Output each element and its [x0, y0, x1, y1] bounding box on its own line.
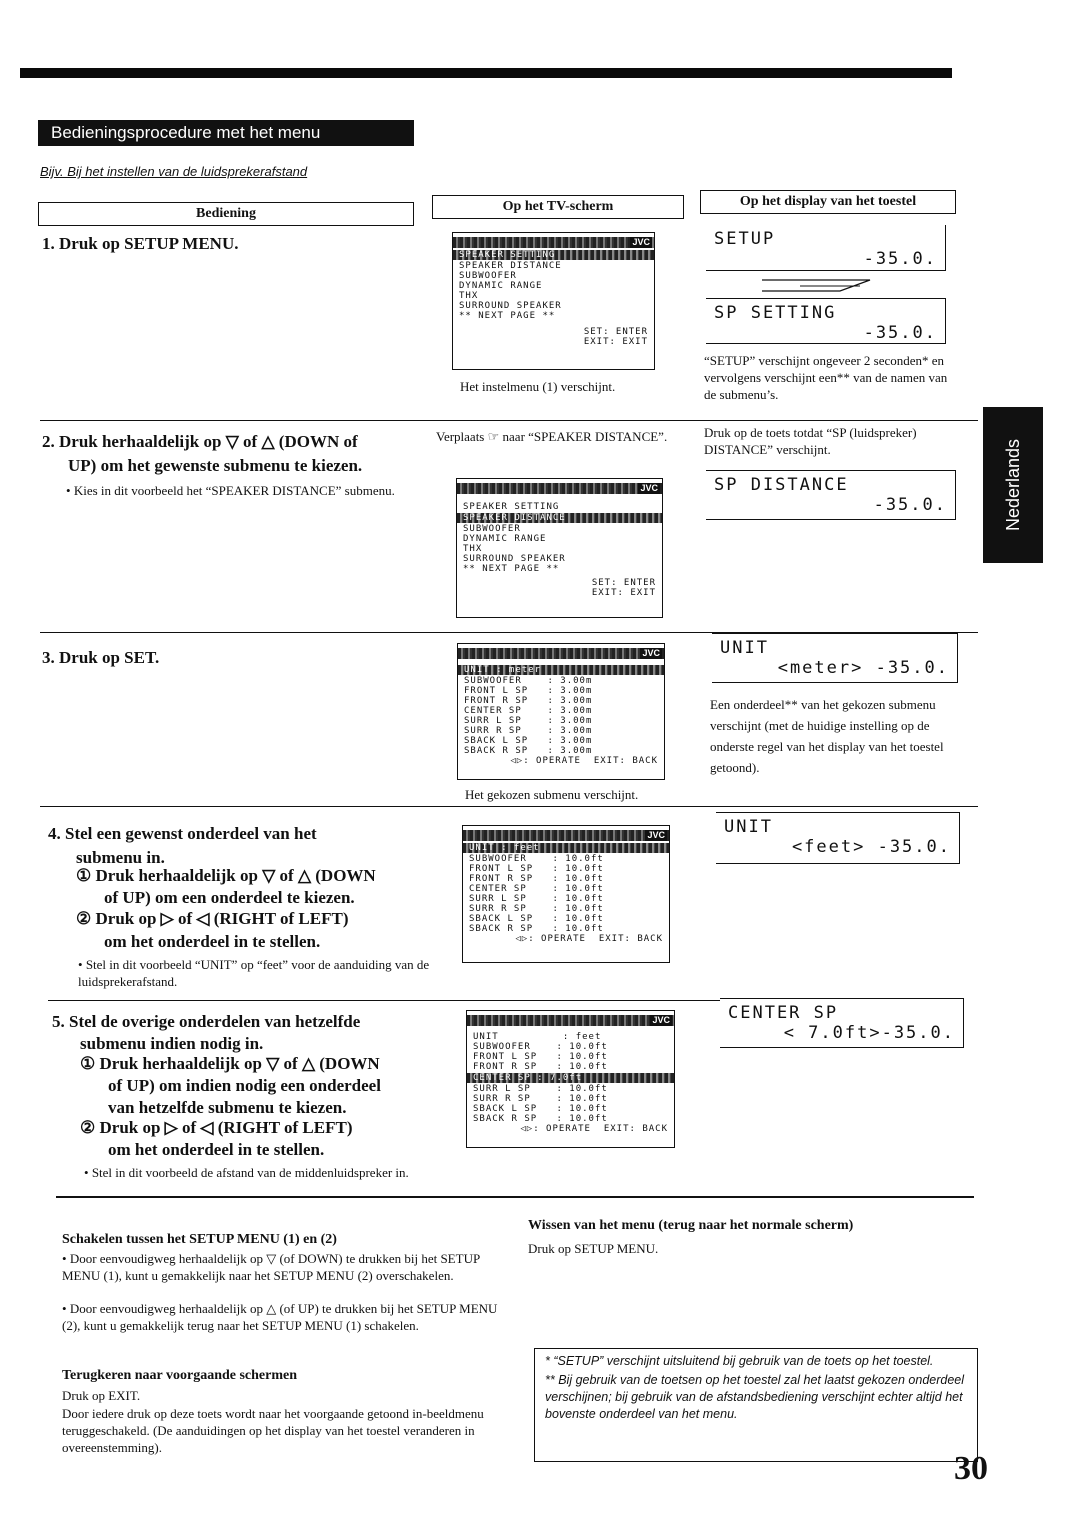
step2-display	[706, 470, 956, 520]
tv-row: SBACK L SP : 3.00m	[464, 736, 593, 746]
top-rule	[20, 68, 952, 78]
step5-sub2-line1: ② Druk op ▷ of ◁ (RIGHT of LEFT)	[80, 1118, 353, 1137]
step3-tv-caption: Het gekozen submenu verschijnt.	[465, 787, 639, 802]
step1-display-sp-setting	[706, 298, 946, 344]
clear-title: Wissen van het menu (terug naar het normale scherm)	[528, 1218, 854, 1233]
step4-sub1-line2: of UP) om een onderdeel te kiezen.	[104, 888, 355, 907]
display-line1: UNIT	[720, 638, 769, 658]
tv-selected-row: SPEAKER SETTING	[453, 250, 654, 260]
tv-row: CENTER SP : 10.0ft	[469, 884, 604, 894]
step4-sub2-line2: om het onderdeel in te stellen.	[104, 932, 321, 951]
display-line1: SETUP	[714, 229, 776, 249]
step1-title: 1. Druk op SETUP MENU.	[42, 234, 239, 253]
step2-tv-screen	[456, 478, 663, 618]
bullet-text: Door eenvoudigweg herhaaldelijk op ▽ (of DOWN) te drukken bij het SETUP MENU (1), kunt u gemakkelijk naar het SETUP MENU (2) overschakelen.	[62, 1251, 480, 1283]
step5-tv-screen	[466, 1010, 675, 1148]
tv-selected-row: CENTER SP : 7.0ft	[467, 1073, 674, 1083]
tv-footer: EXIT: EXIT	[591, 588, 656, 598]
step3-display	[712, 633, 958, 683]
footnote-box	[534, 1348, 978, 1462]
switch-bullet-2: • Door eenvoudigweg herhaaldelijk op △ (of UP) te drukken bij het SETUP MENU (2), kunt u gemakkelijk terug naar het SETUP MENU (1) schakelen.	[62, 1301, 498, 1333]
display-line2: <meter> -35.0.	[777, 658, 949, 678]
tv-selected-row: UNIT : meter	[458, 665, 664, 675]
tv-footer: SET: ENTER	[591, 578, 656, 588]
divider	[56, 1196, 974, 1198]
step4-sub1-line1: ① Druk herhaaldelijk op ▽ of △ (DOWN	[76, 866, 376, 885]
tv-row: SURROUND SPEAKER	[463, 554, 566, 564]
tv-row: SURR R SP : 10.0ft	[473, 1094, 608, 1104]
display-line1: UNIT	[724, 817, 773, 837]
tv-row: SBACK R SP : 10.0ft	[473, 1114, 608, 1124]
step5-bullet: • Stel in dit voorbeeld de afstand van de middenluidspreker in.	[84, 1165, 409, 1180]
tv-row: ** NEXT PAGE **	[459, 311, 556, 321]
footnote-1: * “SETUP” verschijnt uitsluitend bij gebruik van de toets op het toestel.	[545, 1354, 934, 1368]
step2-note: Druk op de toets totdat “SP (luidspreker) DISTANCE” verschijnt.	[704, 425, 917, 457]
tv-row: UNIT : feet	[473, 1032, 602, 1042]
tv-row: SURR L SP : 3.00m	[464, 716, 593, 726]
tv-row: SURR L SP : 10.0ft	[469, 894, 604, 904]
tv-row: CENTER SP : 3.00m	[464, 706, 593, 716]
header-tv-screen: Op het TV-scherm	[432, 195, 684, 219]
back-text-1: Druk op EXIT.	[62, 1388, 141, 1403]
tv-row: SUBWOOFER : 3.00m	[464, 676, 593, 686]
step4-tv-screen	[462, 825, 670, 963]
step5-sub2-line2: om het onderdeel in te stellen.	[108, 1140, 325, 1159]
tv-title-bar: JVC	[463, 830, 669, 841]
tv-title-bar: JVC	[453, 237, 654, 248]
step3-title: 3. Druk op SET.	[42, 648, 160, 667]
step2-bullet: • Kies in dit voorbeeld het “SPEAKER DISTANCE” submenu.	[66, 483, 395, 498]
back-text-2: Door iedere druk op deze toets wordt naar het voorgaande getoond in-beeldmenu teruggeschakeld. (De aanduidingen op het display van het toestel veranderen in overeenstemming).	[62, 1406, 484, 1455]
divider	[40, 420, 978, 421]
step1-display-setup	[706, 225, 946, 271]
tv-row: DYNAMIC RANGE	[463, 534, 547, 544]
tv-row: THX	[459, 291, 479, 301]
section-banner: Bedieningsprocedure met het menu	[38, 120, 414, 146]
clear-text: Druk op SETUP MENU.	[528, 1241, 659, 1256]
page-number: 30	[954, 1450, 988, 1487]
tv-footer: SET: ENTER	[583, 327, 648, 337]
step4-bullet: • Stel in dit voorbeeld “UNIT” op “feet” voor de aanduiding van de luidsprekerafstand.	[78, 957, 430, 989]
bullet-text: Door eenvoudigweg herhaaldelijk op △ (of UP) te drukken bij het SETUP MENU (2), kunt u gemakkelijk terug naar het SETUP MENU (1) schakelen.	[62, 1301, 498, 1333]
step2-title-line1: 2. Druk herhaaldelijk op ▽ of △ (DOWN of	[42, 432, 358, 451]
back-title: Terugkeren naar voorgaande schermen	[62, 1368, 298, 1383]
bullet-text: Stel in dit voorbeeld de afstand van de middenluidspreker in.	[91, 1165, 409, 1180]
divider	[40, 806, 978, 807]
tv-row: SBACK R SP : 3.00m	[464, 746, 593, 756]
footnote-2: ** Bij gebruik van de toetsen op het toestel zal het laatst gekozen onderdeel verschijnen; bij gebruik van de afstandsbediening verschijnt echter altijd het bovenste onderdeel van het menu.	[545, 1373, 965, 1421]
tv-row: SURROUND SPEAKER	[459, 301, 562, 311]
switch-bullet-1: • Door eenvoudigweg herhaaldelijk op ▽ (of DOWN) te drukken bij het SETUP MENU (1), kunt u gemakkelijk naar het SETUP MENU (2) overschakelen.	[62, 1251, 480, 1283]
tv-footer: ◁▷: OPERATE EXIT: BACK	[510, 756, 658, 766]
tv-title-bar: JVC	[467, 1015, 674, 1026]
step4-display	[716, 812, 960, 864]
tv-title-bar: JVC	[458, 648, 664, 659]
tv-row: SURR R SP : 3.00m	[464, 726, 593, 736]
tv-row: SUBWOOFER	[459, 271, 517, 281]
tv-row: FRONT R SP : 3.00m	[464, 696, 593, 706]
display-line2: < 7.0ft>-35.0.	[783, 1023, 955, 1043]
tv-selected-row: UNIT : feet	[463, 843, 669, 853]
step4-title-line2: submenu in.	[76, 848, 165, 867]
step5-sub1-line2: of UP) om indien nodig een onderdeel	[108, 1076, 381, 1095]
switch-title: Schakelen tussen het SETUP MENU (1) en (2)	[62, 1232, 337, 1247]
example-caption: Bijv. Bij het instellen van de luidsprekerafstand	[40, 164, 308, 179]
tv-selected-row: SPEAKER DISTANCE	[457, 513, 662, 523]
tv-title-bar: JVC	[457, 483, 662, 494]
step5-sub1-line3: van hetzelfde submenu te kiezen.	[108, 1098, 347, 1117]
display-line2: -35.0.	[873, 495, 947, 515]
arrow-down-icon	[760, 276, 880, 294]
step3-tv-screen	[457, 643, 665, 780]
step5-display	[720, 998, 964, 1048]
tv-row: FRONT L SP : 3.00m	[464, 686, 593, 696]
tv-row: SPEAKER DISTANCE	[459, 261, 562, 271]
header-bediening: Bediening	[38, 202, 414, 226]
tv-row: SBACK L SP : 10.0ft	[473, 1104, 608, 1114]
tv-row: SBACK R SP : 10.0ft	[469, 924, 604, 934]
tv-footer: ◁▷: OPERATE EXIT: BACK	[515, 934, 663, 944]
tv-row: THX	[463, 544, 483, 554]
bullet-text: Stel in dit voorbeeld “UNIT” op “feet” voor de aanduiding van de luidsprekerafstand.	[78, 957, 430, 989]
language-tab: Nederlands	[983, 407, 1043, 563]
tv-row: SURR R SP : 10.0ft	[469, 904, 604, 914]
step3-note: Een onderdeel** van het gekozen submenu verschijnt (met de huidige instelling op de onderste regel van het display van het toestel getoond).	[710, 697, 944, 775]
step4-sub2-line1: ② Druk op ▷ of ◁ (RIGHT of LEFT)	[76, 909, 349, 928]
display-line2: -35.0.	[863, 249, 937, 269]
step4-title-line1: 4. Stel een gewenst onderdeel van het	[48, 824, 317, 843]
tv-footer: ◁▷: OPERATE EXIT: BACK	[520, 1124, 668, 1134]
display-line2: -35.0.	[863, 323, 937, 343]
tv-row: FRONT L SP : 10.0ft	[473, 1052, 608, 1062]
tv-row: SUBWOOFER : 10.0ft	[469, 854, 604, 864]
tv-row: ** NEXT PAGE **	[463, 564, 560, 574]
tv-footer: EXIT: EXIT	[583, 337, 648, 347]
step2-tv-note: Verplaats ☞ naar “SPEAKER DISTANCE”.	[436, 429, 668, 444]
step5-title-line1: 5. Stel de overige onderdelen van hetzelfde	[52, 1012, 361, 1031]
step1-note: “SETUP” verschijnt ongeveer 2 seconden* en vervolgens verschijnt een** van de namen van de submenu’s.	[704, 353, 948, 402]
tv-row: SBACK L SP : 10.0ft	[469, 914, 604, 924]
tv-row: FRONT R SP : 10.0ft	[469, 874, 604, 884]
step5-sub1-line1: ① Druk herhaaldelijk op ▽ of △ (DOWN	[80, 1054, 380, 1073]
display-line2: <feet> -35.0.	[791, 837, 951, 857]
tv-row: DYNAMIC RANGE	[459, 281, 543, 291]
display-line1: CENTER SP	[728, 1003, 839, 1023]
step2-title-line2: UP) om het gewenste submenu te kiezen.	[68, 456, 363, 475]
tv-row: FRONT R SP : 10.0ft	[473, 1062, 608, 1072]
tv-row: SUBWOOFER	[463, 524, 521, 534]
step5-title-line2: submenu indien nodig in.	[80, 1034, 264, 1053]
tv-row: SUBWOOFER : 10.0ft	[473, 1042, 608, 1052]
step1-tv-screen	[452, 232, 655, 370]
tv-row: SURR L SP : 10.0ft	[473, 1084, 608, 1094]
display-line1: SP DISTANCE	[714, 475, 849, 495]
bullet-text: Kies in dit voorbeeld het “SPEAKER DISTANCE” submenu.	[73, 483, 395, 498]
tv-row: FRONT L SP : 10.0ft	[469, 864, 604, 874]
tv-row: SPEAKER SETTING	[463, 502, 560, 512]
header-unit-display: Op het display van het toestel	[700, 190, 956, 214]
display-line1: SP SETTING	[714, 303, 837, 323]
step1-tv-caption: Het instelmenu (1) verschijnt.	[460, 379, 616, 394]
